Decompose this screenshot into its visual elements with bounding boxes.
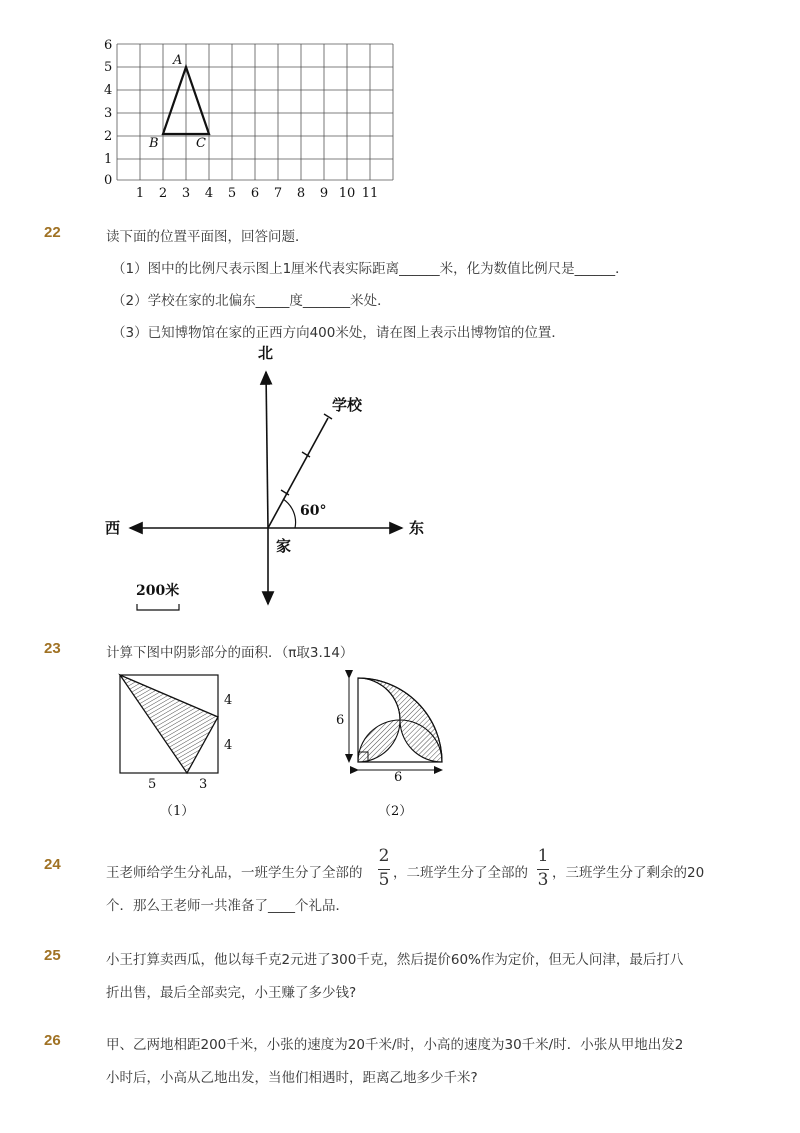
x-tick: 6 (250, 186, 260, 201)
y-tick: 6 (104, 38, 113, 53)
x-tick: 7 (273, 186, 283, 201)
sub-question: （1）图中的比例尺表示图上1厘米代表实际距离______米，化为数值比例尺是______． (112, 261, 629, 277)
question-stem: 读下面的位置平面图，回答问题． (106, 229, 309, 245)
home-label: 家 (276, 537, 292, 555)
y-tick: 0 (104, 173, 113, 188)
angle-label: 60° (300, 503, 327, 519)
vertex-c-label: C (196, 136, 206, 151)
fraction-numerator: 2 (378, 846, 390, 866)
x-tick: 4 (204, 186, 214, 201)
x-tick: 1 (135, 186, 145, 201)
shaded-triangle (120, 675, 218, 773)
x-tick: 2 (158, 186, 168, 201)
question-text: 王老师给学生分礼品，一班学生分了全部的 (106, 865, 363, 881)
school-label: 学校 (332, 396, 363, 414)
fraction-numerator: 1 (537, 846, 549, 866)
y-tick: 3 (104, 106, 113, 121)
question-text: ，二班学生分了全部的 (393, 865, 528, 881)
question-number: 24 (44, 856, 61, 873)
angle-arc (283, 499, 296, 528)
east-label: 东 (409, 519, 425, 537)
question-text: 甲、乙两地相距200千米，小张的速度为20千米/时，小高的速度为30千米/时．小张从甲地出发2 (106, 1037, 684, 1053)
question-number: 22 (44, 224, 61, 241)
height-label: 6 (336, 713, 345, 728)
figure-2 (330, 668, 450, 820)
fraction-denominator: 5 (378, 870, 390, 890)
question-number: 26 (44, 1032, 61, 1049)
scale-bar (137, 604, 179, 610)
question-text: 小王打算卖西瓜，他以每千克2元进了300千克，然后提价60%作为定价，但无人问津，最后打八 (106, 952, 684, 968)
vertex-b-label: B (149, 136, 159, 151)
side-label: 5 (148, 777, 157, 792)
question-number: 25 (44, 947, 61, 964)
question-text: 小时后，小高从乙地出发，当他们相遇时，距离乙地多少千米? (106, 1070, 478, 1086)
x-tick: 3 (181, 186, 191, 201)
sub-question: （2）学校在家的北偏东_____度_______米处． (112, 293, 391, 309)
side-label: 4 (224, 693, 233, 708)
sub-question: （3）已知博物馆在家的正西方向400米处，请在图上表示出博物馆的位置． (112, 325, 565, 341)
question-text: 折出售，最后全部卖完，小王赚了多少钱? (106, 985, 357, 1001)
x-tick: 8 (296, 186, 306, 201)
question-text: ，三班学生分了剩余的20 (552, 865, 705, 881)
x-tick: 9 (319, 186, 329, 201)
north-axis (266, 372, 268, 528)
vertex-a-label: A (173, 53, 183, 68)
y-tick: 4 (104, 83, 113, 98)
x-tick: 10 (338, 186, 356, 201)
question-text: 个．那么王老师一共准备了____个礼品． (106, 898, 349, 914)
grid-figure (100, 36, 400, 206)
position-map (100, 340, 440, 615)
side-label: 3 (199, 777, 208, 792)
inner-arc (358, 678, 400, 720)
figure-caption: （1） (160, 804, 195, 819)
x-tick: 5 (227, 186, 237, 201)
y-tick: 5 (104, 60, 113, 75)
y-tick: 1 (104, 152, 113, 167)
y-tick-labels (104, 38, 112, 188)
figure-1 (110, 668, 250, 820)
question-number: 23 (44, 640, 61, 657)
north-label: 北 (258, 344, 274, 362)
width-label: 6 (394, 770, 403, 785)
west-label: 西 (105, 519, 121, 537)
x-tick-labels (136, 186, 378, 201)
y-tick: 2 (104, 129, 113, 144)
scale-label: 200米 (136, 583, 180, 599)
side-label: 4 (224, 738, 233, 753)
grid-lines (117, 44, 393, 180)
x-tick: 11 (361, 186, 379, 201)
shaded-lens (358, 720, 400, 762)
fraction-denominator: 3 (537, 870, 549, 890)
figure-caption: （2） (378, 804, 413, 819)
question-stem: 计算下图中阴影部分的面积．（π取3.14） (106, 645, 354, 661)
